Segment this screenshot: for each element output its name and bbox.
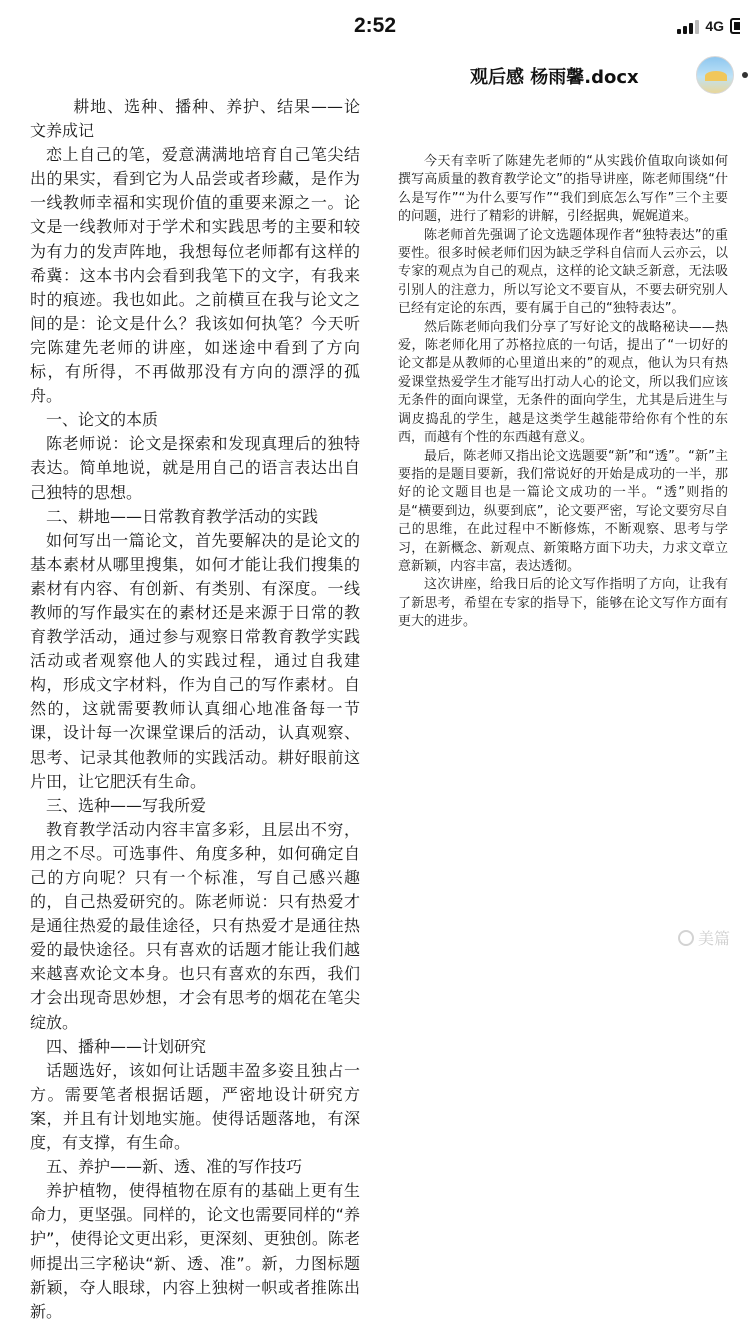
document-right-column [398,153,728,632]
watermark-text: 美篇 [698,929,731,948]
battery-icon [730,18,740,34]
avatar[interactable] [696,56,734,94]
doc-paragraph: 最后，陈老师又指出论文选题要“新”和“透”。“新”主要指的是题目要新，我们常说好的开始是成功的一半，那好的论文题目也是一篇论文成功的一半。“透”则指的是“横要到边，纵要到底”，论文要严密，写论文要穷尽自己的思维，在此过程中不断修炼，不断观察、思考与学习，在新概念、新观点、新策略方面下功夫，力求文章立意新颖，内容丰富，表达透彻。 [398,448,728,574]
doc-paragraph: 教育教学活动内容丰富多彩，且层出不穷，用之不尽。可选事件、角度多种，如何确定自己的方向呢？只有一个标准，写自己感兴趣的，自己热爱研究的。陈老师说：只有热爱才是通往热爱的最佳途径，只有热爱才是通往热爱的最快途径。只有喜欢的话题才能让我们越来越喜欢论文本身。也只有喜欢的东西，我们才会出现奇思妙想，才会有思考的烟花在笔尖 绽放。 [30,819,360,1032]
doc-paragraph: 恋上自己的笔，爱意满满地培育自己笔尖结出的果实，看到它为人品尝或者珍藏，是作为一线教师幸福和实现价值的重要来源之一。论文是一线教师对于学术和实践思考的主要和较为有力的发声阵地，我想每位老师都有这样的希冀：这本书内会看到我笔下的文字，有我来时的痕迹。我也如此。之前横亘在我与论文之间的是：论文是什么？我该如何执笔？今天听完陈建先老师的讲座，如迷途中看到了方向标，有所得，不再做那没有方向的漂浮的孤舟。 [30,145,360,406]
doc-paragraph: 陈老师首先强调了论文选题体现作者“独特表达”的重要性。很多时候老师们因为缺乏学科自信而人云亦云，以专家的观点为自己的观点，这样的论文缺乏新意，无法吸引别人的注意力，所以写论文不要盲从，不要去研究别人已经有定论的东西，要有属于自己的“独特表达”。 [398,227,728,317]
status-bar [0,0,750,50]
section-heading: 五、养护——新、透、准的写作技巧 [46,1157,303,1177]
status-time: 2:52 [353,14,397,37]
doc-paragraph: 陈老师说：论文是探索和发现真理后的独特表达。简单地说，就是用自己的语言表达出自己独特的思想。 [30,434,360,502]
doc-paragraph: 今天有幸听了陈建先老师的“从实践价值取向谈如何撰写高质量的教育教学论文”的指导讲座，陈老师围绕“什么是写作”“为什么要写作”“我们到底怎么写作”三个主要的问题，进行了精彩的讲解，引经据典，娓娓道来。 [398,154,728,225]
doc-paragraph: 这次讲座，给我日后的论文写作指明了方向，让我有了新思考，希望在专家的指导下，能够在论文写作方面有更大的进步。 [398,577,728,630]
section-heading: 四、播种——计划研究 [46,1036,207,1056]
signal-icon [677,18,699,34]
doc-paragraph: 如何写出一篇论文，首先要解决的是论文的基本素材从哪里搜集，如何才能让我们搜集的素材有内容、有创新、有类别、有深度。一线教师的写作最实在的素材还是来源于日常的教育教学活动，通过参与观察日常教育教学实践活动或者观察他人的实践过程，通过自我建构，形成文字材料，作为自己的写作素材。自然的，这就需要教师认真细心地准备每一节课，设计每一次课堂课后的活动，认真观察、思考、记录其他教师的实践活动。耕好眼前这片田，让它肥沃有生命。 [30,530,360,791]
watermark-logo-icon [678,930,694,946]
document-left-column [30,95,360,1324]
document-title: 观后感 杨雨馨.docx [470,67,639,88]
doc-paragraph: 话题选好，该如何让话题丰盈多姿且独占一方。需要笔者根据话题，严密地设计研究方案，并且有计划地实施。使得话题落地，有深度，有支撑，有生命。 [30,1060,360,1153]
section-heading: 三、选种——写我所爱 [46,795,207,815]
section-heading: 二、耕地——日常教育教学活动的实践 [46,506,319,526]
doc-paragraph: 然后陈老师向我们分享了写好论文的战略秘诀——热爱，陈老师化用了苏格拉底的一句话，提出了“一切好的论文都是从教师的心里道出来的”的观点，他认为只有热爱课堂热爱学生才能写出打动人心的论文，所以我们应该无条件的面向课堂，无条件的面向学生，尤其是后进生与调皮捣乱的学生，越是这类学生越能带给你有个性的东西，而越有个性的东西越有意义。 [398,319,728,446]
doc-heading: 耕地、选种、播种、养护、结果——论文养成记 [30,97,360,141]
doc-paragraph: 养护植物，使得植物在原有的基础上更有生命力，更坚强。同样的，论文也需要同样的“养护”，使得论文更出彩，更深刻、更独创。陈老师提出三字秘诀“新、透、准”。新，力图标题新颖，夺人眼球，内容上独树一帜或者推陈出新。 [30,1181,360,1321]
network-label: 4G [705,18,724,34]
section-heading: 一、论文的本质 [46,410,159,430]
document-header [0,50,750,100]
status-indicators [677,17,740,35]
more-options-icon[interactable] [742,72,748,78]
watermark [678,926,730,949]
